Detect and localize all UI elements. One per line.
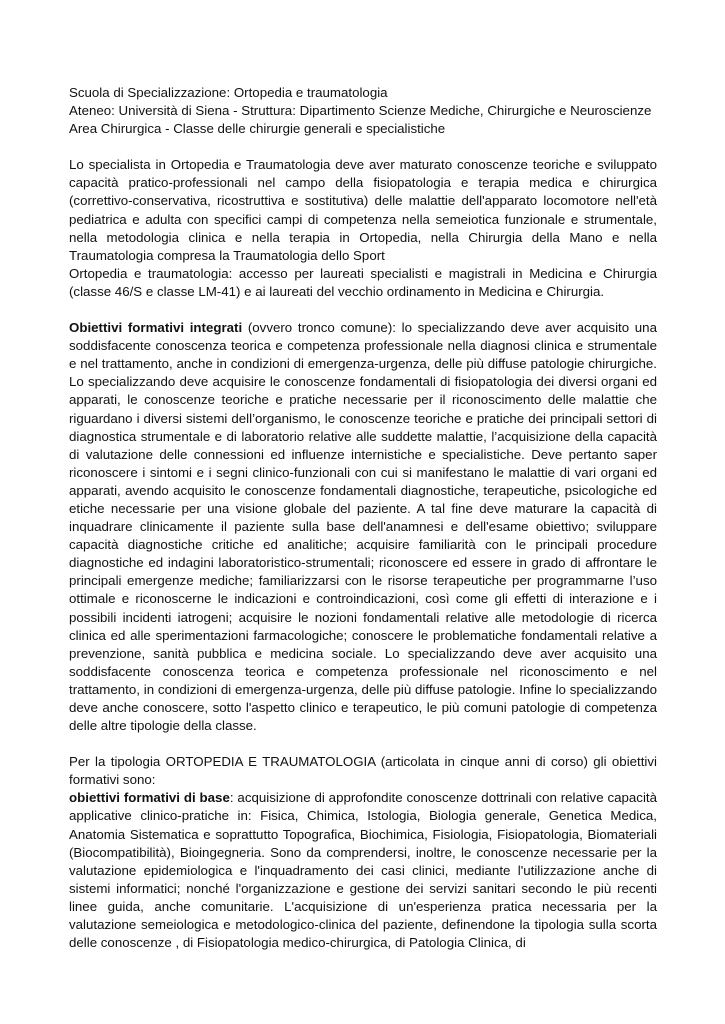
spacer — [69, 735, 657, 753]
document-page — [69, 84, 657, 952]
intro-paragraph: Lo specialista in Ortopedia e Traumatologia deve aver maturato conoscenze teoriche e sviluppato capacità pratico-professionali nel campo della fisiopatologia e terapia medica e chirurgica (correttivo-conservativa, ricostruttiva e sostitutiva) delle malattie dell'apparato locomotore nell'età pediatrica e adulta con specifici campi di competenza nella semeiotica funzionale e strumentale, nella metodologia clinica e nella terapia in Ortopedia, nella Chirurgia della Mano e nella Traumatologia compresa la Traumatologia dello Sport — [69, 157, 657, 263]
integrated-objectives-paragraph — [69, 319, 657, 735]
header-school: Scuola di Specializzazione: Ortopedia e traumatologia — [69, 85, 388, 100]
header-area: Area Chirurgica - Classe delle chirurgie generali e specialistiche — [69, 121, 446, 137]
access-paragraph: Ortopedia e traumatologia: accesso per laureati specialisti e magistrali in Medicina e Chirurgia (classe 46/S e classe LM-41) e ai laureati del vecchio ordinamento in Medicina e Chirurgia. — [69, 265, 657, 299]
spacer — [69, 301, 657, 319]
integrated-objectives-body: (ovvero tronco comune): lo specializzando deve aver acquisito una soddisfacente conoscenza teorica e competenza professionale nella diagnosi clinica e strumentale e nel trattamento, anche in condizioni di emergenza-urgenza, delle più diffuse patologie chirurgiche. Lo specializzando deve acquisire le conoscenze fondamentali di fisiopatologia dei diversi organi ed apparati, le conoscenze teoriche e pratiche necessarie per il riconoscimento delle malattie che riguardano i diversi sistemi dell’organismo, le conoscenze teoriche e pratiche dei principali settori di diagnostica strumentale e di laboratorio relative alle suddette malattie, l’acquisizione della capacità di valutazione delle connessioni ed influenze internistiche e specialistiche. Deve pertanto saper riconoscere i sintomi e i segni clinico-funzionali con cui si manifestano le malattie di vari organi ed apparati, avendo acquisito le conoscenze fondamentali diagnostiche, terapeutiche, psicologiche ed etiche necessarie per una visione globale del paziente. A tal fine deve maturare la capacità di inquadrare clinicamente il paziente sulla base dell'anamnesi e dell'esame obiettivo; sviluppare capacità diagnostiche critiche ed analitiche; acquisire familiarità con le principali procedure diagnostiche ed indagini laboratoristico-strumentali; riconoscere ed essere in grado di affrontare le principali emergenze mediche; familiarizzarsi con le risorse terapeutiche per programmarne l’uso ottimale e riconoscerne le indicazioni e controindicazioni, così come gli effetti di interazione e i possibili incidenti iatrogeni; acquisire le nozioni fondamentali relative alle metodologie di ricerca clinica ed alle sperimentazioni farmacologiche; conoscere le problematiche fondamentali relative a prevenzione, sanità pubblica e medicina sociale. Lo specializzando deve aver acquisito una soddisfacente conoscenza teorica e competenza professionale nel riconoscimento e nel trattamento, in condizioni di emergenza-urgenza, delle più diffuse patologie. Infine lo specializzando deve anche conoscere, sotto l'aspetto clinico e terapeutico, le più comuni patologie di competenza delle altre tipologie della classe. — [69, 320, 657, 734]
base-objectives-paragraph — [69, 789, 657, 952]
spacer — [69, 138, 657, 156]
base-objectives-body: : acquisizione di approfondite conoscenze dottrinali con relative capacità applicative clinico-pratiche in: Fisica, Chimica, Istologia, Biologia generale, Genetica Medica, Anatomia Sistematica e soprattutto Topografica, Biochimica, Fisiologia, Fisiopatologia, Biomateriali (Biocompatibilità), Bioingegneria. Sono da comprendersi, inoltre, le conoscenze necessarie per la valutazione epidemiologica e l'inquadramento dei casi clinici, mediante l'utilizzazione anche di sistemi informatici; nonché l'organizzazione e gestione dei servizi sanitari secondo le più recenti linee guida, anche comunitarie. L'acquisizione di un'esperienza pratica necessaria per la valutazione semeiologica e metodologico-clinica del paziente, definendone la tipologia sulla scorta delle conoscenze , di Fisiopatologia medico-chirurgica, di Patologia Clinica, di — [69, 790, 657, 951]
header-university: Ateneo: Università di Siena - Struttura: Dipartimento Scienze Mediche, Chirurgiche e Neuroscienze — [69, 103, 652, 119]
document-header — [69, 84, 657, 138]
base-objectives-heading: obiettivi formativi di base — [69, 790, 230, 806]
integrated-objectives-heading: Obiettivi formativi integrati — [69, 320, 243, 336]
tipologia-intro: Per la tipologia ORTOPEDIA E TRAUMATOLOGIA (articolata in cinque anni di corso) gli obiettivi formativi sono: — [69, 754, 657, 788]
